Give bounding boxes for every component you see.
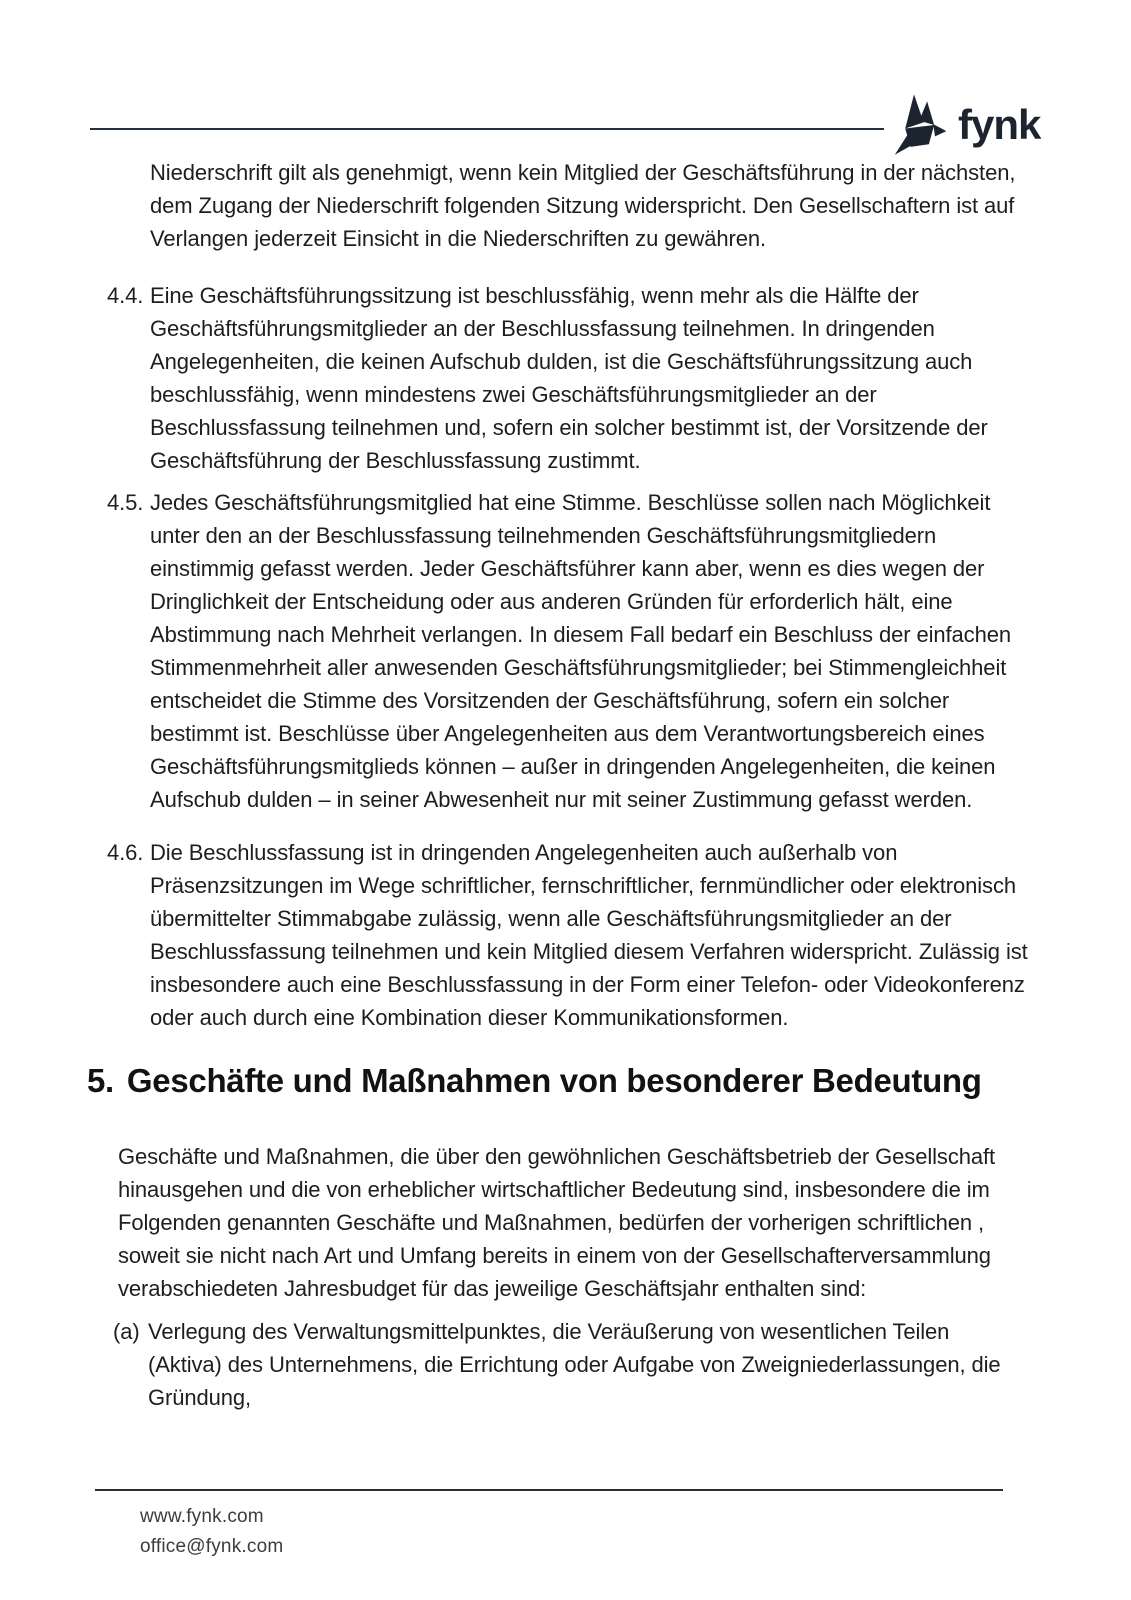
item-a bbox=[113, 1315, 1028, 1414]
item-letter: (a) bbox=[113, 1319, 140, 1344]
clause-text: Eine Geschäftsführungssitzung ist beschlussfähig, wenn mehr als die Hälfte der Geschäftsführungsmitglieder an der Beschlussfassung teilnehmen. In dringenden Angelegenheiten, die keinen Aufschub dulden, ist die Geschäftsführungssitzung auch beschlussfähig, wenn mindestens zwei Geschäftsführungsmitglieder an der Beschlussfassung teilnehmen und, sofern ein solcher bestimmt ist, der Vorsitzende der Geschäftsführung der Beschlussfassung zustimmt. bbox=[150, 283, 988, 473]
footer-website: www.fynk.com bbox=[140, 1506, 264, 1527]
brand-logo bbox=[893, 92, 1040, 158]
footer-divider bbox=[95, 1489, 1003, 1491]
origami-crane-icon bbox=[893, 92, 949, 158]
clause-text: Jedes Geschäftsführungsmitglied hat eine Stimme. Beschlüsse sollen nach Möglichkeit unter den an der Beschlussfassung teilnehmenden Geschäftsführungsmitgliedern einstimmig gefasst werden. Jeder Geschäftsführer kann aber, wenn es dies wegen der Dringlichkeit der Entscheidung oder aus anderen Gründen für erforderlich hält, eine Abstimmung nach Mehrheit verlangen. In diesem Fall bedarf ein Beschluss der einfachen Stimmenmehrheit aller anwesenden Geschäftsführungsmitglieder; bei Stimmengleichheit entscheidet die Stimme des Vorsitzenden der Geschäftsführung, sofern ein solcher bestimmt ist. Beschlüsse über Angelegenheiten aus dem Verantwortungsbereich eines Geschäftsführungsmitglieds können – außer in dringenden Angelegenheiten, die keinen Aufschub dulden – in seiner Abwesenheit nur mit seiner Zustimmung gefasst werden. bbox=[150, 490, 1011, 812]
clause-4-4 bbox=[107, 279, 1035, 477]
section-number: 5. bbox=[87, 1062, 114, 1099]
clause-4-6 bbox=[107, 836, 1035, 1034]
header-divider bbox=[90, 128, 884, 130]
clause-number: 4.6. bbox=[107, 840, 144, 865]
clause-text: Die Beschlussfassung ist in dringenden Angelegenheiten auch außerhalb von Präsenzsitzungen im Wege schriftlicher, fernschriftlicher, fernmündlicher oder elektronisch übermittelter Stimmabgabe zulässig, wenn alle Geschäftsführungsmitglieder an der Beschlussfassung teilnehmen und kein Mitglied diesem Verfahren widerspricht. Zulässig ist insbesondere auch eine Beschlussfassung in der Form einer Telefon- oder Videokonferenz oder auch durch eine Kombination dieser Kommunikationsformen. bbox=[150, 840, 1028, 1030]
section-paragraph: Geschäfte und Maßnahmen, die über den gewöhnlichen Geschäftsbetrieb der Gesellschaft hinausgehen und die von erheblicher wirtschaftlicher Bedeutung sind, insbesondere die im Folgenden genannten Geschäfte und Maßnahmen, bedürfen der vorherigen schriftlichen , soweit sie nicht nach Art und Umfang bereits in einem von der Gesellschafterversammlung verabschiedeten Jahresbudget für das jeweilige Geschäftsjahr enthalten sind: bbox=[118, 1144, 996, 1301]
intro-paragraph: Niederschrift gilt als genehmigt, wenn kein Mitglied der Geschäftsführung in der nächsten, dem Zugang der Niederschrift folgenden Sitzung widerspricht. Den Gesellschaftern ist auf Verlangen jederzeit Einsicht in die Niederschriften zu gewähren. bbox=[150, 160, 1016, 251]
footer bbox=[140, 1502, 283, 1562]
clause-number: 4.4. bbox=[107, 283, 144, 308]
section-heading bbox=[87, 1060, 982, 1102]
item-text: Verlegung des Verwaltungsmittelpunktes, die Veräußerung von wesentlichen Teilen (Aktiva) des Unternehmens, die Errichtung oder Aufgabe von Zweigniederlassungen, die Gründung, bbox=[148, 1319, 1001, 1410]
brand-wordmark: fynk bbox=[958, 101, 1041, 148]
clause-number: 4.5. bbox=[107, 490, 144, 515]
footer-email: office@fynk.com bbox=[140, 1536, 284, 1557]
section-title: Geschäfte und Maßnahmen von besonderer Bedeutung bbox=[126, 1062, 982, 1099]
clause-4-5 bbox=[107, 486, 1035, 816]
